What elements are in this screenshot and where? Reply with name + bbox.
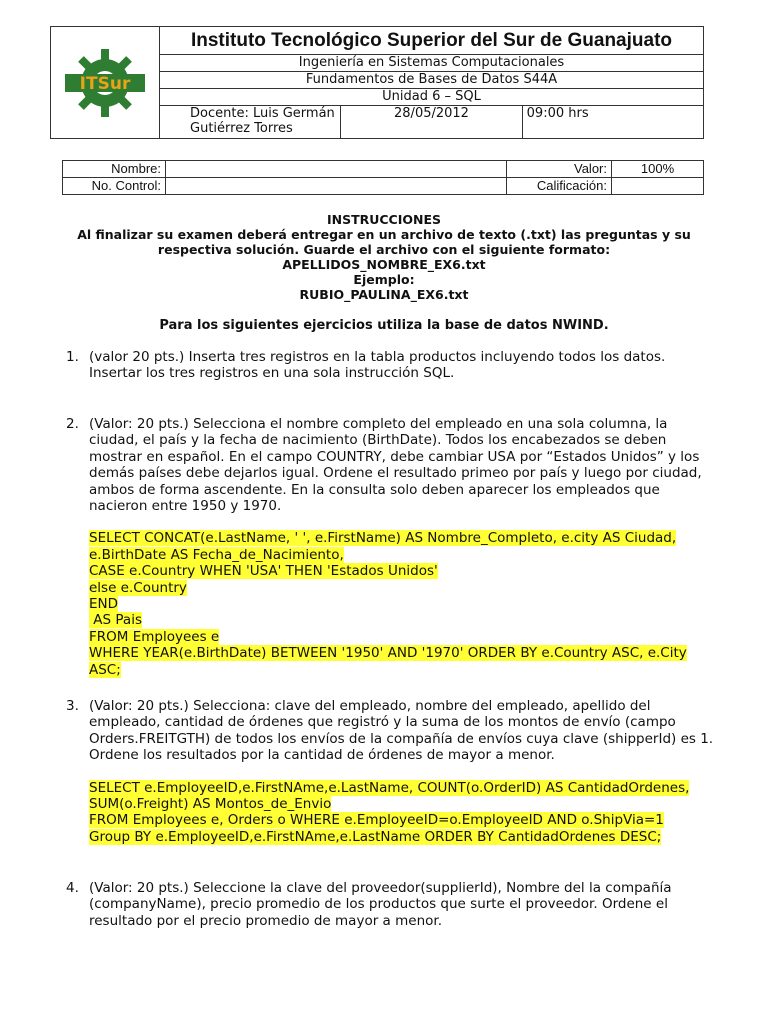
exam-time: 09:00 hrs [522, 106, 703, 139]
value-label: Valor: [507, 161, 612, 178]
question-4 [66, 880, 716, 929]
question-number: 2. [66, 416, 79, 432]
question-2 [66, 416, 716, 678]
unit-name: Unidad 6 – SQL [160, 89, 704, 106]
sql-line: AS Pais [89, 612, 142, 629]
header-table [50, 26, 704, 139]
sql-line: SELECT CONCAT(e.LastName, ' ', e.FirstName) AS Nombre_Completo, e.city AS Ciudad, [89, 530, 677, 547]
question-text: (Valor: 20 pts.) Selecciona: clave del empleado, nombre del empleado, apellido del empleado, cantidad de órdenes que registró y la suma de los montos de envío (campo Orders.FREITGTH) de todos los envíos de la compañía de envíos cuya clave (shipperId) es 1. Ordene los resultados por la cantidad de órdenes de mayor a menor. [89, 698, 714, 764]
sql-line: SUM(o.Freight) AS Montos_de_Envio [89, 796, 332, 813]
name-field[interactable] [166, 161, 507, 178]
logo-cell [51, 27, 160, 139]
sql-line: else e.Country [89, 579, 187, 596]
sql-line: Group BY e.EmployeeID,e.FirstNAme,e.LastName ORDER BY CantidadOrdenes DESC; [89, 828, 662, 845]
control-field[interactable] [166, 178, 507, 195]
instructions-block [60, 212, 708, 302]
question-text: (Valor: 20 pts.) Seleccione la clave del proveedor(supplierId), Nombre del la compañía (companyName), precio promedio de los productos que surte el proveedor. Ordene el resultado por el precio promedio de mayor a menor. [89, 880, 672, 929]
file-format: APELLIDOS_NOMBRE_EX6.txt [282, 257, 486, 272]
exam-date: 28/05/2012 [341, 106, 522, 139]
grade-label: Calificación: [507, 178, 612, 195]
question-number: 3. [66, 698, 79, 714]
sql-line: ASC; [89, 661, 121, 678]
sql-line: FROM Employees e [89, 628, 220, 645]
sql-answer [89, 530, 716, 678]
instructions-line-2: respectiva solución. Guarde el archivo con el siguiente formato: [157, 242, 611, 257]
sql-line: FROM Employees e, Orders o WHERE e.EmployeeID=o.EmployeeID AND o.ShipVia=1 [89, 812, 664, 829]
question-text: (valor 20 pts.) Inserta tres registros en la tabla productos incluyendo todos los datos. Insertar los tres registros en una sola instrucción SQL. [89, 349, 666, 382]
student-info-table [62, 160, 704, 195]
intro-line: Para los siguientes ejercicios utiliza la base de datos NWIND. [159, 318, 609, 333]
name-label: Nombre: [63, 161, 166, 178]
sql-line: WHERE YEAR(e.BirthDate) BETWEEN '1950' AND '1970' ORDER BY e.Country ASC, e.City [89, 645, 687, 662]
instructions-title: INSTRUCCIONES [326, 212, 442, 227]
example-filename: RUBIO_PAULINA_EX6.txt [299, 287, 469, 302]
question-1 [66, 349, 716, 382]
control-label: No. Control: [63, 178, 166, 195]
question-number: 4. [66, 880, 79, 896]
teacher-name: Docente: Luis Germán Gutiérrez Torres [160, 106, 341, 139]
question-number: 1. [66, 349, 79, 365]
sql-line: e.BirthDate AS Fecha_de_Nacimiento, [89, 546, 344, 563]
career-name: Ingeniería en Sistemas Computacionales [160, 55, 704, 72]
logo-text: ITSur [79, 73, 131, 94]
sql-answer [89, 780, 716, 846]
question-3 [66, 698, 716, 845]
sql-line: SELECT e.EmployeeID,e.FirstNAme,e.LastName, COUNT(o.OrderID) AS CantidadOrdenes, [89, 779, 690, 796]
sql-line: END [89, 596, 119, 613]
example-label: Ejemplo: [353, 272, 415, 287]
instructions-line-1: Al finalizar su examen deberá entregar en un archivo de texto (.txt) las preguntas y su [77, 227, 691, 242]
grade-field[interactable] [612, 178, 704, 195]
course-name: Fundamentos de Bases de Datos S44A [160, 72, 704, 89]
institute-name: Instituto Tecnológico Superior del Sur de Guanajuato [160, 27, 704, 55]
sql-line: CASE e.Country WHEN 'USA' THEN 'Estados Unidos' [89, 563, 438, 580]
itsur-logo-icon [65, 43, 145, 123]
question-text: (Valor: 20 pts.) Selecciona el nombre completo del empleado en una sola columna, la ciudad, el país y la fecha de nacimiento (BirthDate). Todos los encabezados se deben mostrar en español. En el campo COUNTRY, debe cambiar USA por “Estados Unidos” y los demás países debe dejarlos igual. Ordene el resultado primeo por país y luego por ciudad, ambos de forma ascendente. En la consulta solo deben aparecer los empleados que nacieron entre 1950 y 1970. [89, 416, 702, 515]
value-amount: 100% [612, 161, 704, 178]
